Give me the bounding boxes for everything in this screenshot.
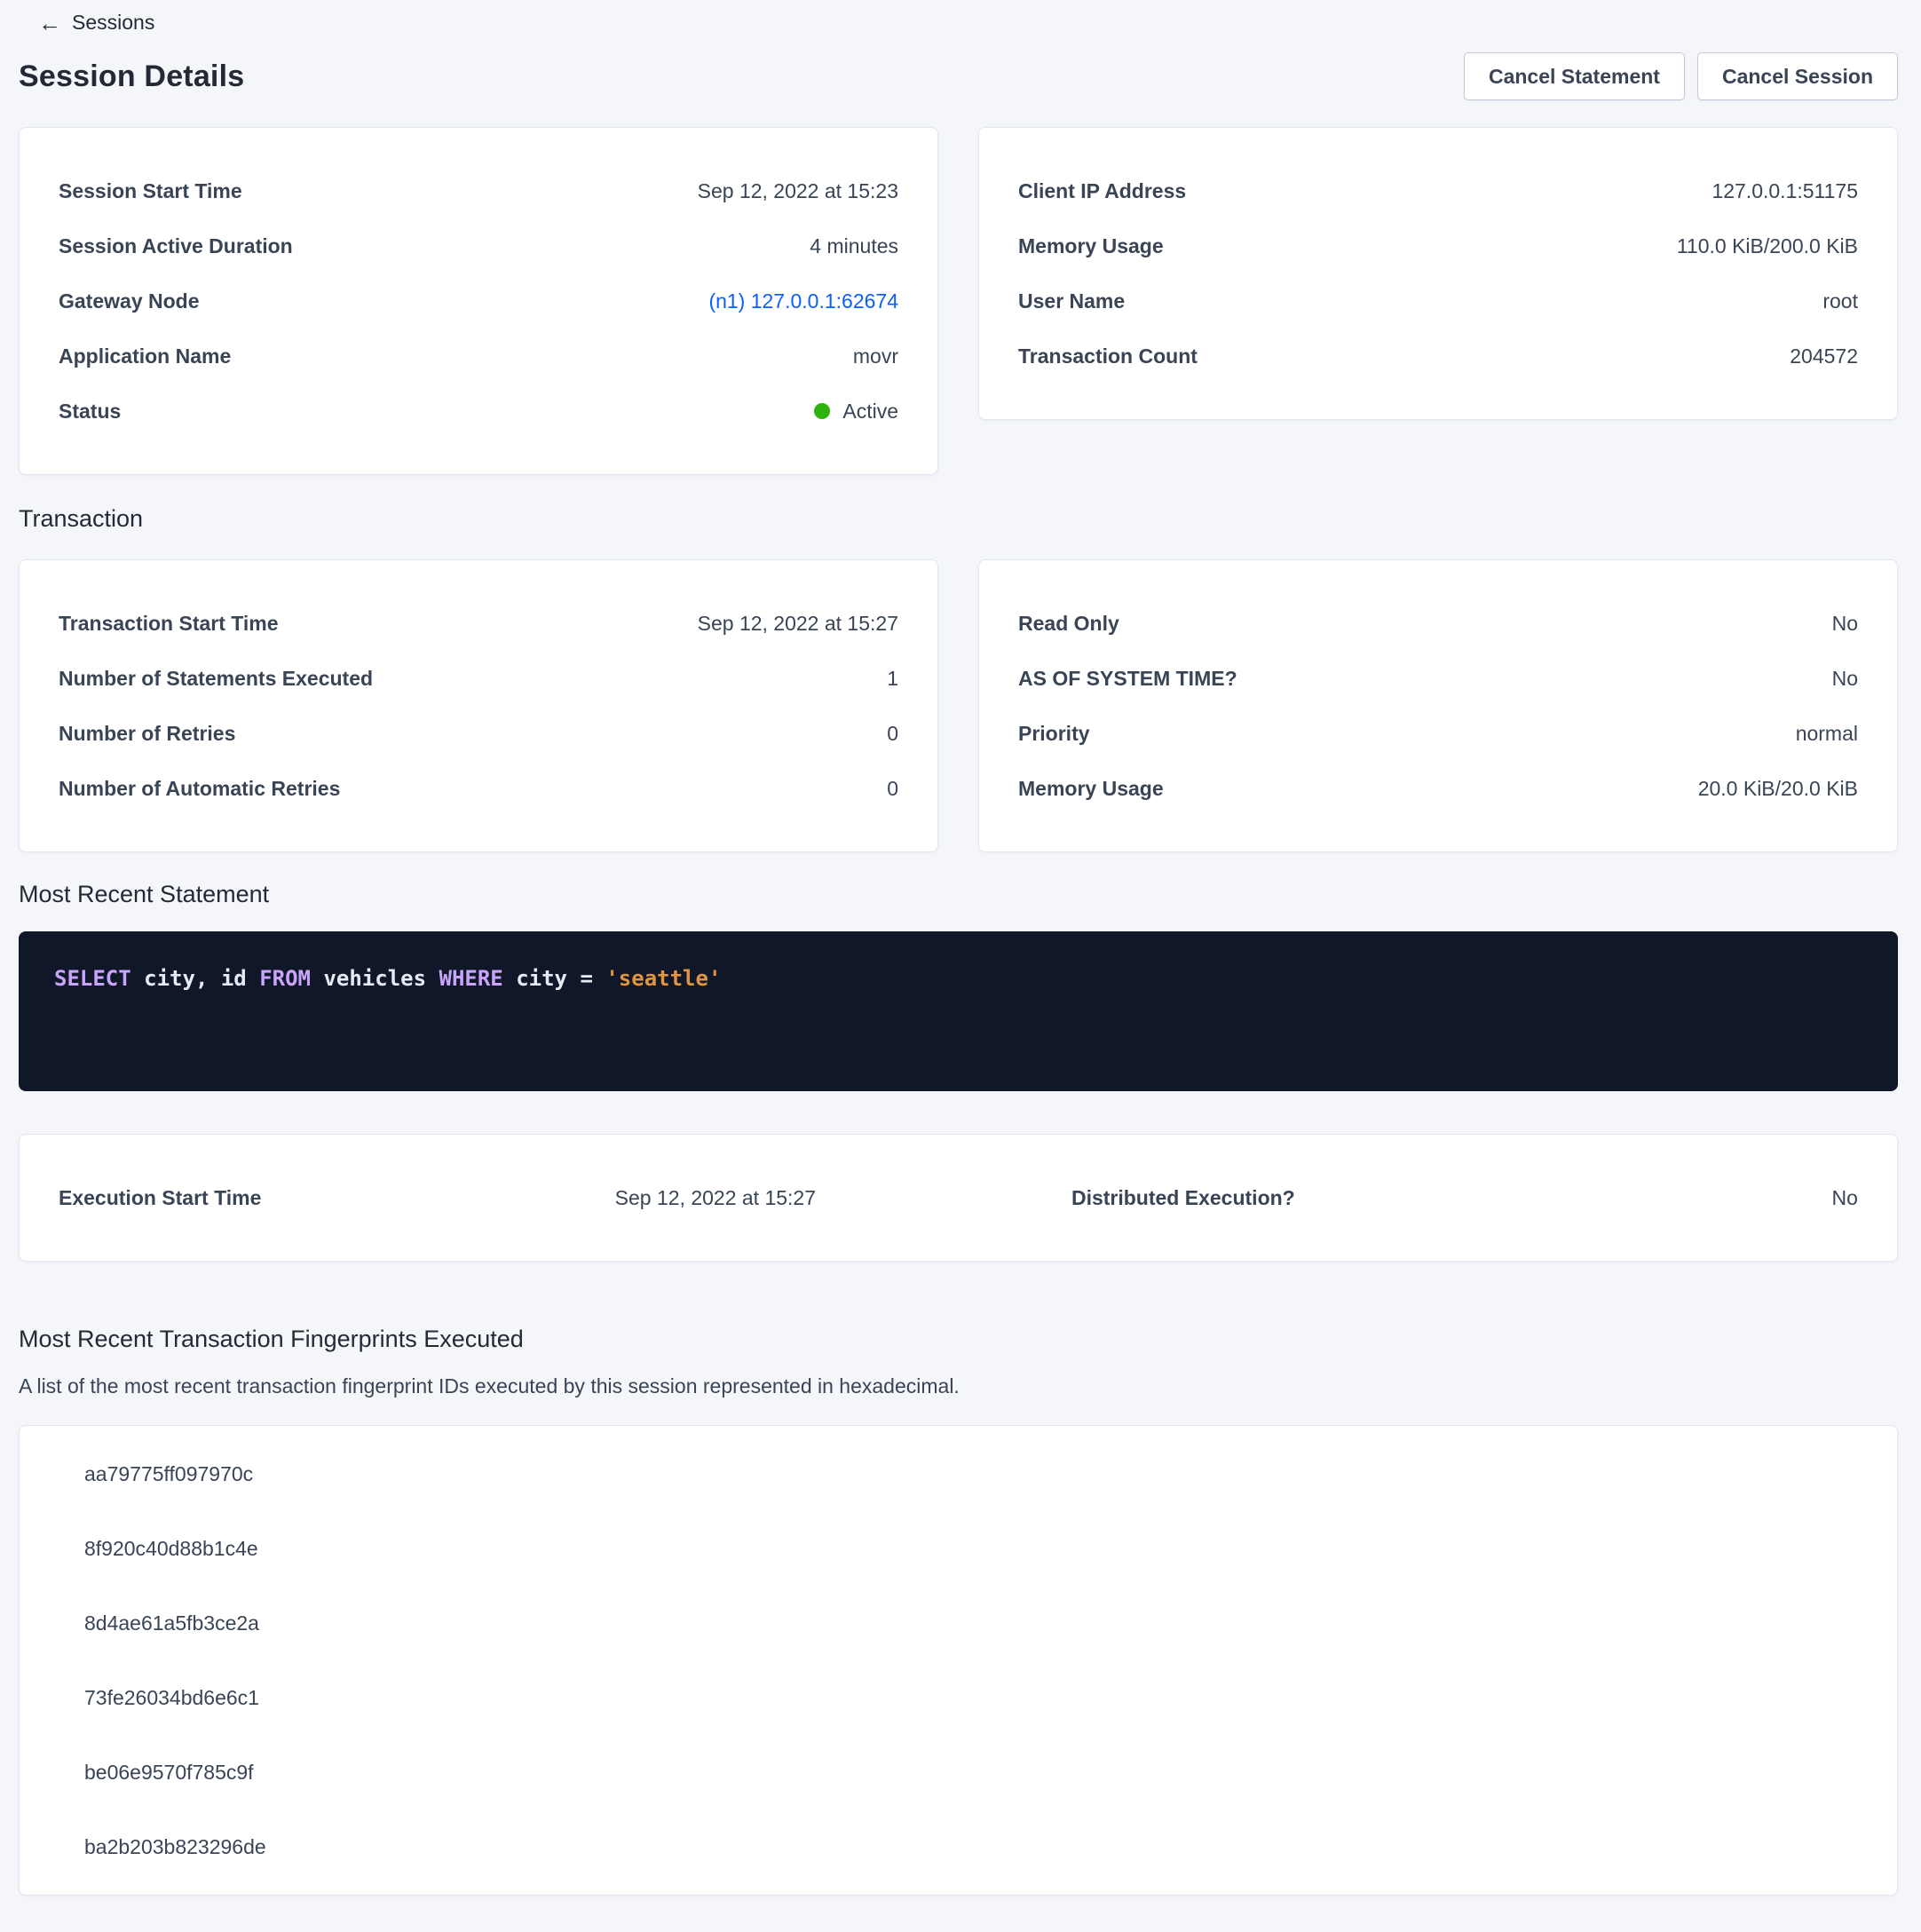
distributed-execution-label: Distributed Execution?: [1071, 1185, 1295, 1209]
execution-start-time-label: Execution Start Time: [59, 1185, 262, 1209]
memory-usage-value: 110.0 KiB/200.0 KiB: [1676, 234, 1858, 257]
memory-usage-row: [1018, 218, 1858, 273]
transaction-start-time-row: [59, 596, 898, 651]
client-info-card: [978, 127, 1898, 420]
fingerprint-item: ba2b203b823296de: [84, 1834, 266, 1858]
gateway-node-label: Gateway Node: [59, 289, 200, 313]
gateway-node-link[interactable]: (n1) 127.0.0.1:62674: [708, 289, 898, 313]
automatic-retries-value: 0: [887, 776, 898, 800]
transaction-start-time-value: Sep 12, 2022 at 15:27: [697, 611, 898, 635]
memory-usage-label: Memory Usage: [1018, 234, 1164, 257]
page-header: [19, 52, 1898, 100]
transaction-start-time-label: Transaction Start Time: [59, 611, 279, 635]
application-name-value: movr: [852, 344, 898, 368]
status-active-dot-icon: [814, 403, 830, 419]
execution-start-time-value: Sep 12, 2022 at 15:27: [614, 1185, 817, 1209]
retries-label: Number of Retries: [59, 721, 236, 745]
fingerprint-item: 8f920c40d88b1c4e: [84, 1536, 258, 1560]
client-ip-label: Client IP Address: [1018, 178, 1187, 202]
status-row: [59, 384, 898, 439]
automatic-retries-label: Number of Automatic Retries: [59, 776, 341, 800]
sql-statement-box: [19, 931, 1898, 1091]
statements-executed-value: 1: [887, 666, 898, 690]
sql-keyword: FROM: [259, 966, 311, 991]
session-info-card: [19, 127, 938, 475]
session-start-time-value: Sep 12, 2022 at 15:23: [697, 178, 898, 202]
transaction-props-card: [978, 559, 1898, 852]
user-name-label: User Name: [1018, 289, 1126, 313]
transaction-section-title: Transaction: [19, 505, 144, 532]
application-name-label: Application Name: [59, 344, 232, 368]
cancel-session-button[interactable]: Cancel Session: [1697, 52, 1898, 100]
fingerprints-description: A list of the most recent transaction fingerprint IDs executed by this session represented in hexadecimal.: [19, 1374, 960, 1398]
transaction-count-row: [1018, 329, 1858, 384]
cancel-statement-button[interactable]: Cancel Statement: [1464, 52, 1685, 100]
session-active-duration-label: Session Active Duration: [59, 234, 293, 257]
transaction-count-value: 204572: [1790, 344, 1858, 368]
user-name-row: [1018, 273, 1858, 329]
txn-memory-usage-label: Memory Usage: [1018, 776, 1164, 800]
fingerprints-section-title: Most Recent Transaction Fingerprints Executed: [19, 1326, 524, 1352]
page-title: Session Details: [19, 59, 245, 93]
fingerprint-item: aa79775ff097970c: [84, 1461, 254, 1485]
priority-value: normal: [1795, 721, 1858, 745]
statement-section-title: Most Recent Statement: [19, 881, 270, 907]
header-actions: [1464, 52, 1898, 100]
txn-memory-usage-row: [1018, 761, 1858, 816]
priority-label: Priority: [1018, 721, 1090, 745]
as-of-system-time-value: No: [1831, 666, 1858, 690]
gateway-node-row: [59, 273, 898, 329]
sql-text: city, id: [130, 966, 260, 991]
status-label: Status: [59, 399, 122, 423]
client-ip-row: [1018, 163, 1858, 218]
sql-text: city =: [502, 966, 606, 991]
retries-value: 0: [887, 721, 898, 745]
client-ip-value: 127.0.0.1:51175: [1712, 178, 1858, 202]
as-of-system-time-row: [1018, 651, 1858, 706]
transaction-count-label: Transaction Count: [1018, 344, 1198, 368]
distributed-execution-value: No: [1831, 1185, 1858, 1209]
user-name-value: root: [1822, 289, 1858, 313]
retries-row: [59, 706, 898, 761]
read-only-row: [1018, 596, 1858, 651]
breadcrumb-label: Sessions: [72, 11, 155, 34]
status-value: Active: [842, 399, 898, 423]
breadcrumb-back-link[interactable]: [19, 0, 154, 35]
as-of-system-time-label: AS OF SYSTEM TIME?: [1018, 666, 1237, 690]
read-only-value: No: [1831, 611, 1858, 635]
fingerprint-item: be06e9570f785c9f: [84, 1760, 254, 1784]
sql-statement-text: [54, 965, 1862, 992]
priority-row: [1018, 706, 1858, 761]
txn-memory-usage-value: 20.0 KiB/20.0 KiB: [1697, 776, 1858, 800]
statements-executed-label: Number of Statements Executed: [59, 666, 374, 690]
session-active-duration-value: 4 minutes: [810, 234, 898, 257]
transaction-stats-card: [19, 559, 938, 852]
session-start-time-label: Session Start Time: [59, 178, 242, 202]
session-overview-row: [19, 127, 1898, 475]
statements-executed-row: [59, 651, 898, 706]
back-arrow-icon: ←: [38, 9, 61, 36]
fingerprint-item: 73fe26034bd6e6c1: [84, 1685, 259, 1709]
execution-card: [19, 1134, 1898, 1262]
application-name-row: [59, 329, 898, 384]
fingerprint-item: 8d4ae61a5fb3ce2a: [84, 1611, 259, 1635]
sql-text: vehicles: [311, 966, 439, 991]
sql-keyword: SELECT: [54, 966, 131, 991]
sql-string-literal: 'seattle': [605, 966, 722, 991]
status-badge: [814, 400, 898, 424]
read-only-label: Read Only: [1018, 611, 1119, 635]
sql-keyword: WHERE: [439, 966, 503, 991]
session-active-duration-row: [59, 218, 898, 273]
fingerprints-card: [19, 1425, 1898, 1896]
automatic-retries-row: [59, 761, 898, 816]
transaction-row: [19, 559, 1898, 852]
session-start-time-row: [59, 163, 898, 218]
